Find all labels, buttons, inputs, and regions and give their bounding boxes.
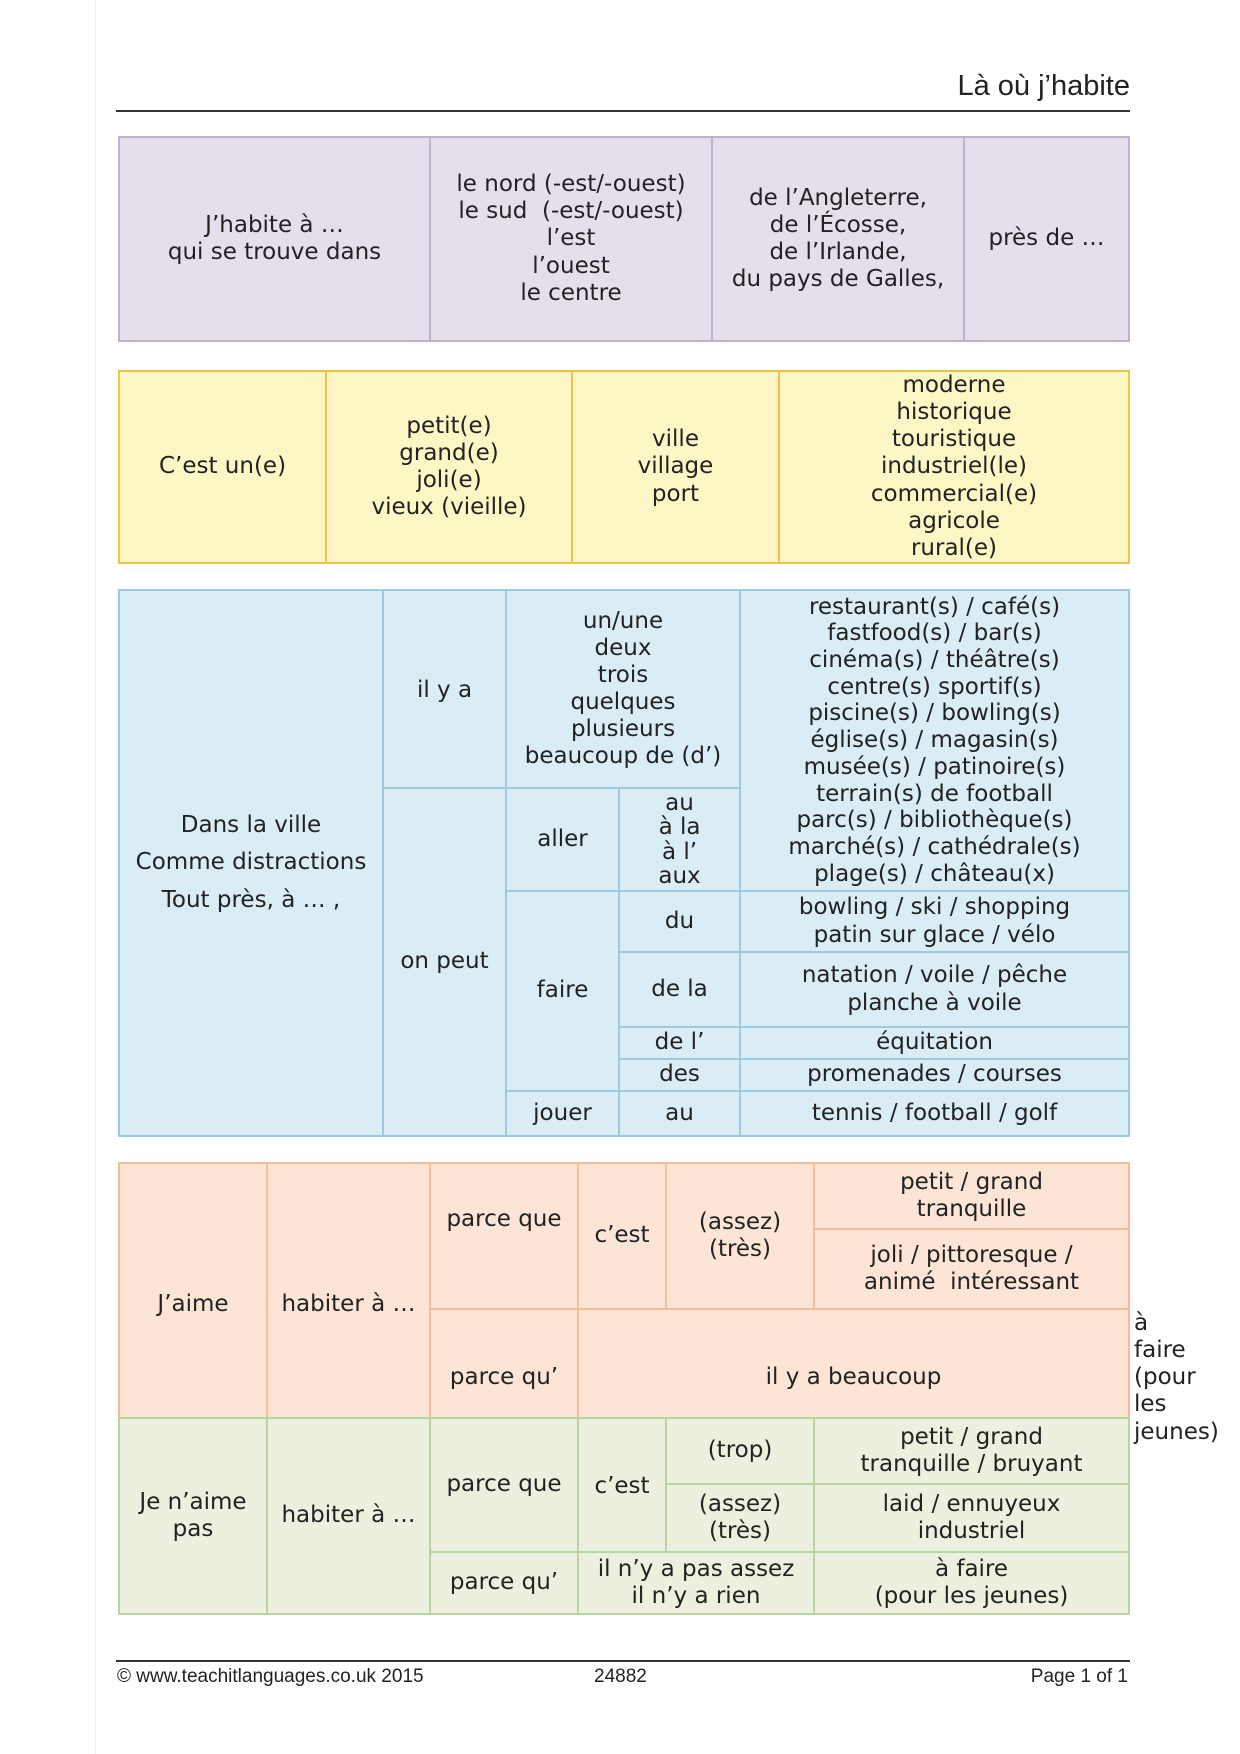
cell-line: parce que	[446, 1206, 562, 1232]
trop-cell	[666, 1418, 814, 1484]
cell-line: c’est	[594, 1222, 650, 1249]
cell-line: parce qu’	[449, 1569, 559, 1596]
jaime-cell	[119, 1163, 267, 1447]
cell-line: il y a beaucoup	[765, 1364, 942, 1391]
character-cell	[779, 371, 1129, 563]
cell-line: deux	[594, 634, 652, 661]
cell-line: l’ouest	[532, 252, 610, 279]
cell-line: à la	[658, 814, 701, 841]
cest-cell	[578, 1163, 666, 1309]
cell-line: tranquille / bruyant	[860, 1451, 1083, 1477]
parce-que-cell	[430, 1163, 578, 1309]
ilya-cell	[383, 590, 506, 788]
cell-line: Je n’aime	[139, 1488, 247, 1515]
cell-line: laid / ennuyeux	[882, 1490, 1061, 1517]
cell-line: c’est	[594, 1473, 650, 1499]
cell-line: animé intéressant	[863, 1269, 1080, 1295]
cell-line: pas	[172, 1516, 214, 1542]
cell-line: aller	[537, 825, 588, 852]
cell-line: piscine(s) / bowling(s)	[808, 700, 1061, 727]
country-cell	[712, 137, 964, 341]
cell-line: petit / grand	[900, 1423, 1043, 1450]
parce-qu-cell	[430, 1552, 578, 1614]
cell-line: plusieurs	[570, 716, 676, 743]
cell-line: au	[665, 1099, 694, 1126]
cell-line: musée(s) / patinoire(s)	[803, 753, 1066, 780]
jouer-activities-cell	[740, 1091, 1129, 1136]
cell-line: C’est un(e)	[158, 453, 287, 480]
cell-line: commercial(e)	[870, 480, 1038, 507]
cell-line: fastfood(s) / bar(s)	[827, 620, 1042, 647]
in-town-cell	[119, 590, 383, 1136]
cell-line: restaurant(s) / café(s)	[808, 593, 1061, 620]
cell-line: marché(s) / cathédrale(s)	[788, 833, 1081, 860]
cell-line: natation / voile / pêche	[801, 962, 1068, 989]
cell-line: industriel(le)	[880, 453, 1028, 480]
likes-table: J’aime habiter à … parce que c’est (assez) (très) petit / grand tranquille joli / pittoresque / animé intéressant parce qu’ il y a beaucoup à faire (pour les jeunes)	[118, 1162, 1130, 1448]
des-cell	[619, 1059, 740, 1091]
adverb-cell	[666, 1484, 814, 1552]
cell-line: à faire	[934, 1555, 1009, 1582]
places-cell	[740, 590, 1129, 891]
cell-line: (assez)	[698, 1490, 782, 1517]
cell-line: aux	[658, 862, 701, 889]
del-activities-cell	[740, 1027, 1129, 1059]
cell-line: ville	[652, 426, 699, 453]
cell-line: église(s) / magasin(s)	[810, 727, 1059, 754]
cell-line: Dans la ville	[180, 812, 322, 839]
cell-line: des	[659, 1061, 700, 1088]
cell-line: à l’	[661, 838, 698, 865]
cell-line: cinéma(s) / théâtre(s)	[809, 647, 1060, 674]
je-naime-pas-cell	[119, 1418, 267, 1614]
cell-line: industriel	[917, 1518, 1026, 1544]
cell-line: planche à voile	[847, 989, 1022, 1016]
cell-line: (trop)	[707, 1437, 773, 1464]
aller-cell	[506, 788, 619, 891]
adjective-cell	[814, 1484, 1129, 1552]
cell-line: près de …	[988, 225, 1105, 252]
il-ny-a-cell	[578, 1552, 814, 1614]
cell-line: J’habite à …	[205, 211, 344, 238]
footer-resource-code: 24882	[594, 1666, 647, 1687]
parce-que-cell	[430, 1418, 578, 1552]
cell-line: (assez)	[698, 1208, 782, 1235]
cell-line: centre(s) sportif(s)	[827, 673, 1042, 700]
cell-line: le centre	[520, 279, 622, 306]
cell-line: le nord (-est/-ouest)	[456, 171, 686, 198]
cell-line: petit / grand	[900, 1168, 1043, 1195]
cell-line: le sud (-est/-ouest)	[458, 198, 684, 225]
cest-cell	[578, 1418, 666, 1552]
page-title: Là où j’habite	[957, 70, 1130, 102]
town-facilities-table	[118, 589, 1130, 1137]
quantity-cell	[506, 590, 740, 788]
cell-line: Comme distractions	[135, 849, 367, 876]
a-faire-cell	[814, 1552, 1129, 1614]
cell-line: on peut	[400, 948, 489, 975]
cell-line: port	[651, 480, 700, 507]
town-type-table	[118, 370, 1130, 564]
cell-line: de l’Irlande,	[769, 239, 907, 265]
cell-line: de la	[651, 975, 708, 1002]
cell-line: tennis / football / golf	[811, 1099, 1058, 1126]
cell-line: il y a	[416, 677, 473, 703]
adjective-cell	[814, 1163, 1129, 1229]
cest-cell	[119, 371, 326, 563]
footer-rule	[116, 1660, 1130, 1662]
cell-line: il n’y a pas assez	[597, 1555, 795, 1582]
cell-line: équitation	[876, 1029, 993, 1056]
cell-line: un/une	[582, 607, 664, 634]
dela-activities-cell	[740, 952, 1129, 1027]
on-peut-cell	[383, 788, 506, 1136]
cell-line: (très)	[708, 1236, 772, 1262]
page-edge	[95, 0, 96, 1754]
region-cell	[430, 137, 712, 341]
cell-line: petit(e)	[406, 412, 492, 439]
cell-line: faire	[536, 977, 589, 1004]
cell-line: trois	[597, 661, 649, 688]
adverb-cell	[666, 1163, 814, 1309]
cell-line: patin sur glace / vélo	[813, 921, 1056, 948]
near-cell	[964, 137, 1129, 341]
cell-line: l’est	[546, 225, 596, 252]
cell-line: terrain(s) de football	[816, 780, 1053, 807]
cell-line: jouer	[533, 1099, 592, 1126]
location-table	[118, 136, 1130, 342]
habiter-cell	[267, 1418, 430, 1614]
du-cell	[619, 891, 740, 952]
cell-line: du pays de Galles,	[731, 266, 945, 293]
cell-line: village	[637, 453, 714, 480]
cell-line: il n’y a rien	[631, 1583, 761, 1609]
dislikes-table	[118, 1417, 1130, 1615]
cell-line: du	[664, 907, 695, 934]
cell-line: de l’	[654, 1029, 705, 1056]
adjective-cell	[814, 1229, 1129, 1309]
location-intro-cell	[119, 137, 430, 341]
cell-line: (pour les jeunes)	[874, 1583, 1069, 1609]
cell-line: touristique	[891, 426, 1017, 453]
cell-line: de l’Angleterre,	[749, 184, 927, 211]
cell-line: Tout près, à … ,	[161, 886, 341, 913]
jouer-au-cell	[619, 1091, 740, 1136]
cell-line: parce que	[446, 1471, 562, 1498]
cell-line: quelques	[570, 689, 676, 715]
habiter-cell	[267, 1163, 430, 1447]
cell-line: J’aime	[157, 1291, 229, 1318]
cell-line: parce qu’	[449, 1364, 559, 1391]
cell-line: agricole	[908, 507, 1000, 534]
cell-line: habiter à …	[281, 1502, 416, 1529]
cell-line: tranquille	[916, 1196, 1027, 1222]
cell-line: au	[665, 790, 694, 817]
aller-articles-cell	[619, 788, 740, 891]
cell-line: moderne	[902, 372, 1006, 398]
cell-line: bowling / ski / shopping	[798, 894, 1071, 921]
cell-line: de l’Écosse,	[769, 211, 907, 238]
footer-copyright: © www.teachitlanguages.co.uk 2015	[117, 1666, 424, 1687]
cell-line: joli / pittoresque /	[870, 1241, 1073, 1268]
cell-line: promenades / courses	[807, 1061, 1062, 1088]
des-activities-cell	[740, 1059, 1129, 1091]
size-cell	[326, 371, 572, 563]
place-type-cell	[572, 371, 779, 563]
del-cell	[619, 1027, 740, 1059]
header-rule	[116, 110, 1130, 112]
faire-cell	[506, 891, 619, 1091]
cell-line: qui se trouve dans	[167, 239, 382, 265]
cell-line: (très)	[708, 1518, 772, 1544]
jouer-cell	[506, 1091, 619, 1136]
footer-page-number: Page 1 of 1	[1030, 1666, 1128, 1687]
du-activities-cell	[740, 891, 1129, 952]
cell-line: historique	[896, 399, 1012, 426]
cell-line: parc(s) / bibliothèque(s)	[796, 807, 1073, 834]
dela-cell	[619, 952, 740, 1027]
cell-line: beaucoup de (d’)	[524, 743, 722, 770]
cell-line: vieux (vieille)	[371, 494, 527, 521]
cell-line: rural(e)	[910, 534, 998, 561]
cell-line: plage(s) / château(x)	[814, 860, 1055, 887]
adjective-cell	[814, 1418, 1129, 1484]
cell-line: grand(e)	[399, 439, 499, 466]
cell-line: habiter à …	[281, 1291, 416, 1318]
cell-line: joli(e)	[416, 466, 482, 493]
